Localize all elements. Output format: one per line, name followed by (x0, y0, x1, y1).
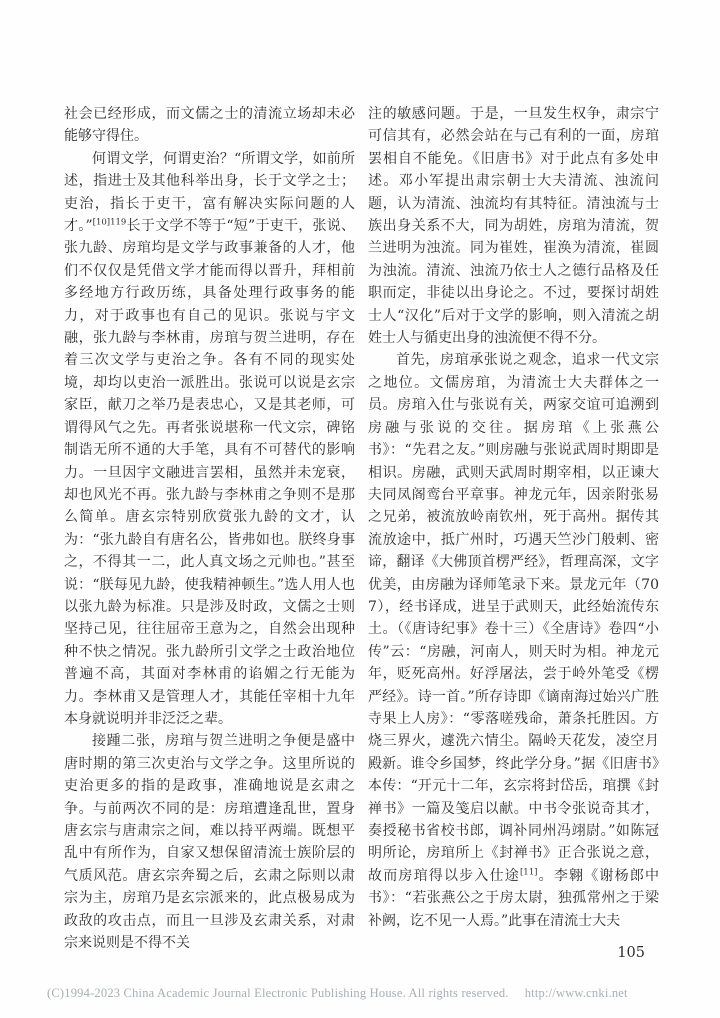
paragraph-continuation: 注的敏感问题。于是，一旦发生权争，肃宗宁可信其有，必然会站在与己有利的一面，房琯罢相自不能免。《旧唐书》对于此点有多处申述。邓小军提出肃宗朝士大夫清流、浊流问题，认为清流、浊流均有其特征。清浊流与士族出身关系不大，同为胡姓，房琯为清流，贺兰进明为浊流。同为崔姓，崔涣为清流，崔圆为浊流。清流、浊流乃依士人之德行品格及任职而定，非徒以出身论之。不过，要探讨胡姓士人“汉化”后对于文学的影响，则入清流之胡姓士人与循吏出身的浊流便不得不分。 (368, 106, 659, 347)
paragraph-text: 长于文学不等于“短”于吏干，张说、张九龄、房琯均是文学与政事兼备的人才，他们不仅仅是凭借文学才能而得以晋升，拜相前多经地方行政历练，具备处理行政事务的能力，对于政事也有自己的见识。张说与宇文融，张九龄与李林甫，房琯与贺兰进明，存在着三次文学与吏治之争。各有不同的现实处境，却均以吏治一派胜出。张说可以说是玄宗家臣，献刀之举乃是表忠心，又是其老师，可谓得风气之先。再者张说堪称一代文宗，碑铭制诰无所不通的大手笔，具有不可替代的影响力。一旦因宇文融进言罢相，虽然并未宠衰，却也风光不再。张九龄与李林甫之争则不是那么简单。唐玄宗特别欣赏张九龄的文才，认为：“张九龄自有唐名公，皆弗如也。朕终身事之，不得其一二，此人真文场之元帅也。”甚至说：“朕每见九龄，使我精神顿生。”选人用人也以张九龄为标准。只是涉及时政，文儒之士则坚持己见，往往屈帝王意为之，自然会出现种种不快之情况。张九龄所引文学之士政治地位普遍不高，其面对李林甫的谄媚之行无能为力。李林甫又是管理人才，其能任宰相十九年本身就说明并非泛泛之辈。 (64, 218, 355, 727)
citation-marker: [10]119 (92, 217, 127, 228)
copyright-text: (C)1994-2023 China Academic Journal Electronic Publishing House. All rights reserved. (47, 986, 509, 1000)
paragraph (64, 148, 355, 731)
page-body (64, 103, 658, 961)
footer (47, 986, 707, 1001)
paragraph (368, 349, 659, 932)
footer-url: http://www.cnki.net (524, 986, 628, 1000)
left-column (64, 103, 355, 961)
citation-marker: [11] (519, 867, 538, 878)
right-column (368, 103, 659, 961)
paragraph-text: 。李翱《谢杨郎中书》：“若张燕公之于房太尉，独孤常州之于梁补阙，讫不见一人焉。”此事在清流士大夫 (368, 867, 660, 929)
paragraph-text: 何谓文学，何谓吏治？“所谓文学，如前所述，指进士及其他科举出身，长于文学之士；吏治，指长于吏干，富有解决实际问题的人才。” (64, 150, 355, 235)
paragraph-continuation: 社会已经形成，而文儒之士的清流立场却未必能够守得住。 (64, 106, 355, 145)
paragraph-text: 首先，房琯承张说之观念，追求一代文宗之地位。文儒房琯，为清流士大夫群体之一员。房琯入仕与张说有关，两家交谊可追溯到房融与张说的交往。据房琯《上张燕公书》：“先君之友。”则房融与张说武周时期即是相识。房融，武则天武周时期宰相，以正谏大夫同凤阁鸾台平章事。神龙元年，因亲附张易之兄弟，被流放岭南钦州，死于高州。据传其流放途中，抵广州时，巧遇天竺沙门般剌、密谛，翻译《大佛顶首楞严经》，哲理高深，文字优美，由房融为译师笔录下来。景龙元年（707），经书译成，进呈于武则天，此经始流传东土。（《唐诗纪事》卷十三）《全唐诗》卷四“小传”云：“房融，河南人，则天时为相。神龙元年，贬死高州。好浮屠法，尝于岭外笔受《楞严经》。诗一首。”所存诗即《谪南海过始兴广胜寺果上人房》：“零落嗟残命，萧条托胜因。方烧三界火，遽洗六情尘。隔岭天花发，凌空月殿新。谁令乡国梦，终此学分身。”据《旧唐书》本传：“开元十二年，玄宗将封岱岳，琯撰《封禅书》一篇及笺启以献。中书令张说奇其才，奏授秘书省校书郎，调补同州冯翊尉。”如陈冠明所论，房琯所上《封禅书》正合张说之意，故而房琯得以步入仕途 (368, 352, 659, 884)
paragraph: 接踵二张，房琯与贺兰进明之争便是盛中唐时期的第三次吏治与文学之争。这里所说的吏治更多的指的是政事，准确地说是玄肃之争。与前两次不同的是：房琯遭逢乱世，置身唐玄宗与唐肃宗之间，难以持平两端。既想平乱中有所作为，自家又想保留清流士族阶层的气质风范。唐玄宗奔蜀之后，玄肃之际则以肃宗为主，房琯乃是玄宗派来的，此点极易成为政敌的攻击点，而且一旦涉及玄肃关系，对肃宗来说则是不得不关 (64, 733, 355, 952)
page-number: 105 (617, 945, 645, 962)
